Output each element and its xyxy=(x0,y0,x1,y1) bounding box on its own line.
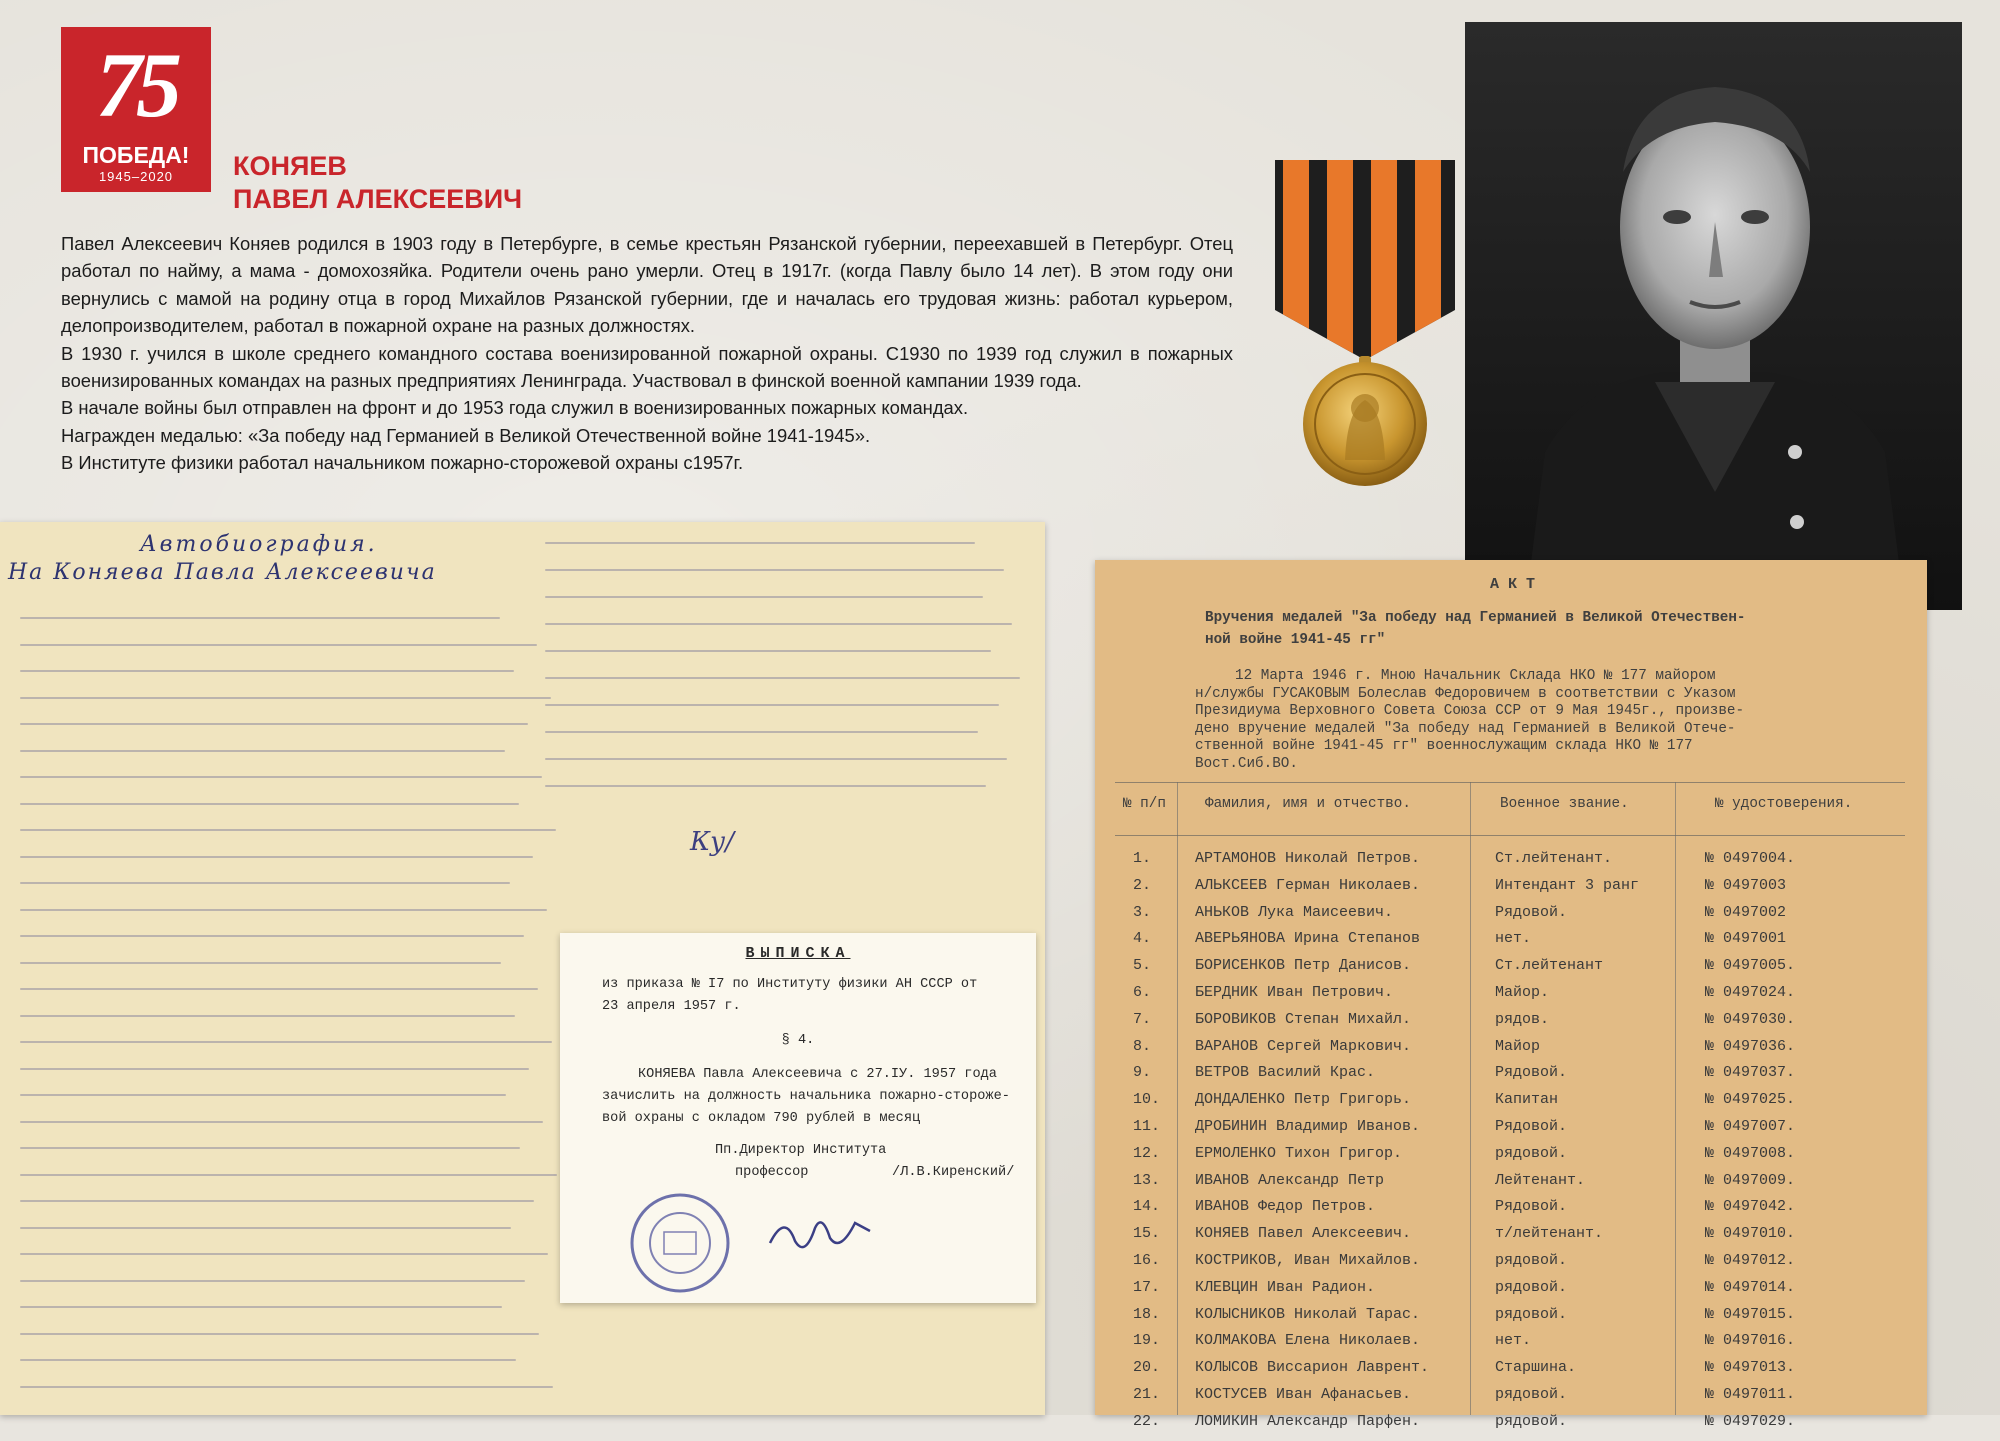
table-cell-name: ВАРАНОВ Сергей Маркович. xyxy=(1195,1037,1412,1055)
table-cell-name: КОСТУСЕВ Иван Афанасьев. xyxy=(1195,1386,1412,1403)
table-cell-n: 11. xyxy=(1133,1118,1161,1135)
table-row xyxy=(1095,1091,1927,1119)
handwriting-line xyxy=(20,1174,557,1176)
table-cell-rank: Лейтенант. xyxy=(1495,1171,1586,1189)
title-given-names: ПАВЕЛ АЛЕКСЕЕВИЧ xyxy=(233,184,523,214)
table-cell-n: 18. xyxy=(1133,1305,1161,1323)
table-cell-cert: № 0497003 xyxy=(1705,876,1787,894)
table-cell-rank: рядовой. xyxy=(1495,1278,1568,1296)
table-cell-rank: рядов. xyxy=(1495,1010,1550,1028)
table-cell-rank: Ст.лейтенант xyxy=(1495,957,1604,975)
act-column-header: Военное звание. xyxy=(1500,796,1629,812)
handwriting-line xyxy=(545,596,983,598)
table-cell-rank: Майор. xyxy=(1495,984,1550,1001)
table-row xyxy=(1095,1306,1927,1334)
bio-paragraph: В 1930 г. учился в школе среднего командного состава военизированной пожарной охраны. С1930 по 1939 год служил в пожарных военизированных командах на разных предприятиях Ленинграда. Участвовал в финской военной кампании 1939 года. xyxy=(61,342,1233,392)
handwriting-line xyxy=(545,731,978,733)
bio-paragraph: Награжден медалью: «За победу над Германией в Великой Отечественной войне 1941-1945». xyxy=(61,424,871,446)
handwriting-line xyxy=(545,704,999,706)
act-paragraph-line: 12 Марта 1946 г. Мною Начальник Склада НКО № 177 майором xyxy=(1235,668,1716,684)
table-cell-n: 20. xyxy=(1133,1359,1161,1377)
act-paragraph-line: Президиума Верховного Совета Союза ССР от 9 Мая 1945г., произве- xyxy=(1195,703,1745,719)
table-cell-rank: рядовой. xyxy=(1495,1144,1568,1162)
table-cell-cert: № 0497015. xyxy=(1705,1305,1796,1323)
act-column-header: № п/п xyxy=(1123,796,1166,812)
table-cell-rank: Старшина. xyxy=(1495,1359,1577,1377)
handwriting-line xyxy=(20,697,551,699)
title-surname: КОНЯЕВ xyxy=(233,151,347,181)
order-extract-document xyxy=(560,933,1036,1303)
table-cell-rank: Рядовой. xyxy=(1495,1064,1568,1082)
bio-paragraph: В начале войны был отправлен на фронт и до 1953 года служил в военизированных пожарных командах. xyxy=(61,397,969,419)
act-column-header: № удостоверения. xyxy=(1715,796,1853,812)
table-row xyxy=(1095,1172,1927,1200)
handwriting-line xyxy=(20,617,500,619)
handwriting-line xyxy=(20,1306,502,1308)
act-paragraph-line: ственной войне 1941-45 гг" военнослужащим склада НКО № 177 xyxy=(1195,738,1693,754)
table-cell-rank: Рядовой. xyxy=(1495,903,1568,921)
handwriting-line xyxy=(20,1015,515,1017)
table-cell-cert: № 0497005. xyxy=(1705,957,1796,975)
table-cell-rank: т/лейтенант. xyxy=(1495,1225,1604,1243)
handwriting-line xyxy=(20,829,556,831)
logo-number: 75 xyxy=(96,34,176,136)
table-cell-cert: № 0497014. xyxy=(1705,1278,1796,1296)
handwriting-line xyxy=(20,803,519,805)
table-cell-name: БОРИСЕНКОВ Петр Данисов. xyxy=(1195,957,1412,975)
handwriting-line xyxy=(20,1200,534,1202)
autobiography-title: Автобиография. xyxy=(140,532,378,557)
extract-line: 23 апреля 1957 г. xyxy=(602,999,741,1014)
institute-stamp-icon xyxy=(620,1188,740,1298)
table-cell-name: ДРОБИНИН Владимир Иванов. xyxy=(1195,1118,1421,1135)
table-cell-name: ДОНДАЛЕНКО Петр Григорь. xyxy=(1195,1091,1412,1109)
table-cell-n: 4. xyxy=(1133,930,1152,948)
act-paragraph-line: дено вручение медалей "За победу над Германией в Великой Отече- xyxy=(1195,720,1736,737)
table-cell-cert: № 0497024. xyxy=(1705,984,1796,1001)
handwriting-line xyxy=(545,569,1004,571)
act-heading: А К Т xyxy=(1490,576,1536,593)
table-cell-n: 9. xyxy=(1133,1064,1152,1082)
extract-body: зачислить на должность начальника пожарно-стороже- xyxy=(602,1089,1010,1104)
table-cell-cert: № 0497011. xyxy=(1705,1386,1796,1403)
medal-award-act-document xyxy=(1095,560,1927,1430)
handwriting-line xyxy=(20,1041,552,1043)
director-signature-icon xyxy=(760,1203,880,1263)
table-cell-cert: № 0497008. xyxy=(1705,1144,1796,1162)
table-row xyxy=(1095,1198,1927,1226)
table-row xyxy=(1095,1038,1927,1066)
table-cell-n: 19. xyxy=(1133,1332,1161,1350)
table-cell-name: ИВАНОВ Федор Петров. xyxy=(1195,1198,1376,1216)
table-cell-n: 12. xyxy=(1133,1144,1161,1162)
table-cell-n: 5. xyxy=(1133,957,1152,975)
table-row xyxy=(1095,1011,1927,1039)
handwriting-line xyxy=(20,1253,548,1255)
table-cell-cert: № 0497042. xyxy=(1705,1198,1796,1216)
page-title xyxy=(233,150,522,216)
act-subtitle: ной войне 1941-45 гг" xyxy=(1205,632,1386,648)
autobiography-name: На Коняева Павла Алексеевича xyxy=(8,560,437,585)
table-cell-name: АВЕРЬЯНОВА Ирина Степанов xyxy=(1195,930,1421,948)
act-paragraph-line: Вост.Сиб.ВО. xyxy=(1195,755,1298,772)
handwriting-line xyxy=(20,1333,539,1335)
extract-signer: /Л.В.Киренский/ xyxy=(892,1165,1015,1180)
table-cell-name: КОЛЫСНИКОВ Николай Тарас. xyxy=(1195,1305,1421,1323)
table-cell-name: КОЛМАКОВА Елена Николаев. xyxy=(1195,1332,1421,1350)
table-cell-name: АРТАМОНОВ Николай Петров. xyxy=(1195,850,1421,867)
extract-body: вой охраны с окладом 790 рублей в месяц xyxy=(602,1111,921,1126)
table-cell-rank: нет. xyxy=(1495,930,1532,948)
person-portrait-icon xyxy=(1465,22,1962,610)
handwriting-line xyxy=(20,1068,529,1070)
table-cell-cert: № 0497025. xyxy=(1705,1091,1796,1109)
table-cell-rank: рядовой. xyxy=(1495,1305,1568,1323)
table-cell-name: КОЛЫСОВ Виссарион Лаврент. xyxy=(1195,1359,1430,1377)
table-cell-cert: № 0497029. xyxy=(1705,1412,1796,1430)
table-cell-rank: Рядовой. xyxy=(1495,1118,1568,1135)
table-row xyxy=(1095,1145,1927,1173)
handwriting-line xyxy=(20,1359,516,1361)
biography-text xyxy=(61,230,1233,477)
handwriting-line xyxy=(20,1227,511,1229)
handwriting-line xyxy=(545,785,986,787)
handwriting-line xyxy=(20,750,505,752)
bio-paragraph: В Институте физики работал начальником пожарно-сторожевой охраны с1957г. xyxy=(61,452,744,474)
table-cell-name: ВЕТРОВ Василий Крас. xyxy=(1195,1064,1376,1082)
table-cell-n: 13. xyxy=(1133,1171,1161,1189)
table-cell-cert: № 0497007. xyxy=(1705,1118,1796,1135)
extract-line: из приказа № I7 по Институту физики АН СССР от xyxy=(602,977,978,992)
table-cell-name: КОНЯЕВ Павел Алексеевич. xyxy=(1195,1225,1412,1243)
table-cell-n: 17. xyxy=(1133,1278,1161,1296)
act-column-header: Фамилия, имя и отчество. xyxy=(1205,796,1411,812)
table-cell-name: ЛОМИКИН Александр Парфен. xyxy=(1195,1412,1421,1430)
table-row xyxy=(1095,1359,1927,1387)
table-cell-name: АЛЬКСЕЕВ Герман Николаев. xyxy=(1195,876,1421,894)
extract-section: § 4. xyxy=(781,1033,815,1048)
handwriting-line xyxy=(20,909,547,911)
table-cell-name: БОРОВИКОВ Степан Михайл. xyxy=(1195,1010,1412,1028)
handwriting-line xyxy=(20,935,524,937)
table-row xyxy=(1095,1332,1927,1360)
extract-signer: Пп.Директор Института xyxy=(715,1143,887,1158)
table-row xyxy=(1095,930,1927,958)
table-cell-name: ЕРМОЛЕНКО Тихон Григор. xyxy=(1195,1144,1403,1162)
handwriting-line xyxy=(20,1094,506,1096)
table-cell-n: 15. xyxy=(1133,1225,1161,1243)
table-cell-n: 21. xyxy=(1133,1386,1161,1403)
table-cell-rank: рядовой. xyxy=(1495,1386,1568,1403)
handwriting-line xyxy=(20,1147,520,1149)
table-row xyxy=(1095,1413,1927,1441)
handwriting-line xyxy=(545,623,1012,625)
table-cell-n: 10. xyxy=(1133,1091,1161,1109)
table-cell-n: 8. xyxy=(1133,1037,1152,1055)
table-cell-n: 3. xyxy=(1133,903,1152,921)
handwriting-line xyxy=(545,677,1020,679)
handwriting-line xyxy=(20,1280,525,1282)
table-cell-cert: № 0497010. xyxy=(1705,1225,1796,1243)
signature-icon: Ку/ xyxy=(690,827,734,857)
table-cell-name: КОСТРИКОВ, Иван Михайлов. xyxy=(1195,1252,1421,1269)
table-row xyxy=(1095,1279,1927,1307)
logo-years: 1945–2020 xyxy=(98,169,174,184)
table-cell-rank: рядовой. xyxy=(1495,1252,1568,1269)
table-cell-name: БЕРДНИК Иван Петрович. xyxy=(1195,984,1394,1001)
portrait-photo xyxy=(1465,22,1962,610)
handwriting-line xyxy=(20,723,528,725)
act-subtitle: Вручения медалей "За победу над Германией в Великой Отечествен- xyxy=(1205,610,1746,626)
logo-word: ПОБЕДА! xyxy=(82,142,190,168)
table-cell-cert: № 0497009. xyxy=(1705,1171,1796,1189)
table-cell-n: 2. xyxy=(1133,876,1152,894)
table-cell-n: 16. xyxy=(1133,1252,1161,1269)
table-row xyxy=(1095,1118,1927,1146)
handwriting-line xyxy=(20,882,510,884)
handwriting-line xyxy=(20,670,514,672)
table-cell-n: 7. xyxy=(1133,1010,1152,1028)
handwriting-line xyxy=(20,1121,543,1123)
handwriting-line xyxy=(20,856,533,858)
table-cell-rank: Майор xyxy=(1495,1037,1541,1055)
victory-75-logo xyxy=(61,27,211,192)
bio-paragraph: Павел Алексеевич Коняев родился в 1903 году в Петербурге, в семье крестьян Рязанской губернии, переехавшей в Петербург. Отец работал по найму, а мама - домохозяйка. Родители очень рано умерли. Отец в 1917г. (когда Павлу было 14 лет). В этом году они вернулись с мамой на родину отца в город Михайлов Рязанской губернии, где и началась его трудовая жизнь: работал курьером, делопроизводителем, работал в пожарной охране на разных должностях. xyxy=(61,233,1233,337)
handwriting-line xyxy=(20,988,538,990)
handwriting-line xyxy=(20,1386,553,1388)
handwriting-line xyxy=(20,962,501,964)
handwriting-line xyxy=(545,758,1007,760)
medal-icon xyxy=(1265,160,1465,510)
table-cell-name: АНЬКОВ Лука Маисеевич. xyxy=(1195,903,1394,921)
table-cell-cert: № 0497012. xyxy=(1705,1252,1796,1269)
table-row xyxy=(1095,1252,1927,1280)
extract-signer: профессор xyxy=(735,1165,809,1180)
table-cell-rank: нет. xyxy=(1495,1332,1532,1350)
act-paragraph-line: н/службы ГУСАКОВЫМ Болеслав Федоровичем в соответствии с Указом xyxy=(1195,685,1736,702)
table-cell-name: ИВАНОВ Александр Петр xyxy=(1195,1171,1385,1189)
medal-image xyxy=(1265,160,1465,510)
table-cell-n: 22. xyxy=(1133,1412,1161,1430)
handwriting-line xyxy=(545,542,975,544)
table-row xyxy=(1095,850,1927,878)
table-cell-cert: № 0497004. xyxy=(1705,850,1796,867)
table-row xyxy=(1095,1064,1927,1092)
table-cell-rank: рядовой. xyxy=(1495,1412,1568,1430)
table-cell-n: 1. xyxy=(1133,850,1152,867)
table-cell-cert: № 0497030. xyxy=(1705,1010,1796,1028)
table-cell-cert: № 0497036. xyxy=(1705,1037,1796,1055)
table-cell-rank: Ст.лейтенант. xyxy=(1495,850,1613,867)
table-cell-n: 6. xyxy=(1133,984,1152,1001)
table-row xyxy=(1095,1225,1927,1253)
extract-heading: ВЫПИСКА xyxy=(745,945,851,962)
table-cell-cert: № 0497016. xyxy=(1705,1332,1796,1350)
table-cell-rank: Рядовой. xyxy=(1495,1198,1568,1216)
table-row xyxy=(1095,877,1927,905)
table-cell-n: 14. xyxy=(1133,1198,1161,1216)
table-cell-rank: Капитан xyxy=(1495,1091,1559,1109)
table-cell-cert: № 0497001 xyxy=(1705,930,1787,948)
table-cell-rank: Интендант 3 ранг xyxy=(1495,876,1640,894)
table-row xyxy=(1095,984,1927,1012)
table-row xyxy=(1095,1386,1927,1414)
handwriting-line xyxy=(545,650,991,652)
table-row xyxy=(1095,904,1927,932)
table-cell-cert: № 0497002 xyxy=(1705,903,1787,921)
table-cell-cert: № 0497013. xyxy=(1705,1359,1796,1377)
table-row xyxy=(1095,957,1927,985)
extract-body: КОНЯЕВА Павла Алексеевича с 27.IУ. 1957 года xyxy=(638,1067,997,1082)
table-cell-cert: № 0497037. xyxy=(1705,1064,1796,1082)
handwriting-line xyxy=(20,776,542,778)
table-cell-name: КЛЕВЦИН Иван Радион. xyxy=(1195,1278,1376,1296)
handwriting-line xyxy=(20,644,537,646)
